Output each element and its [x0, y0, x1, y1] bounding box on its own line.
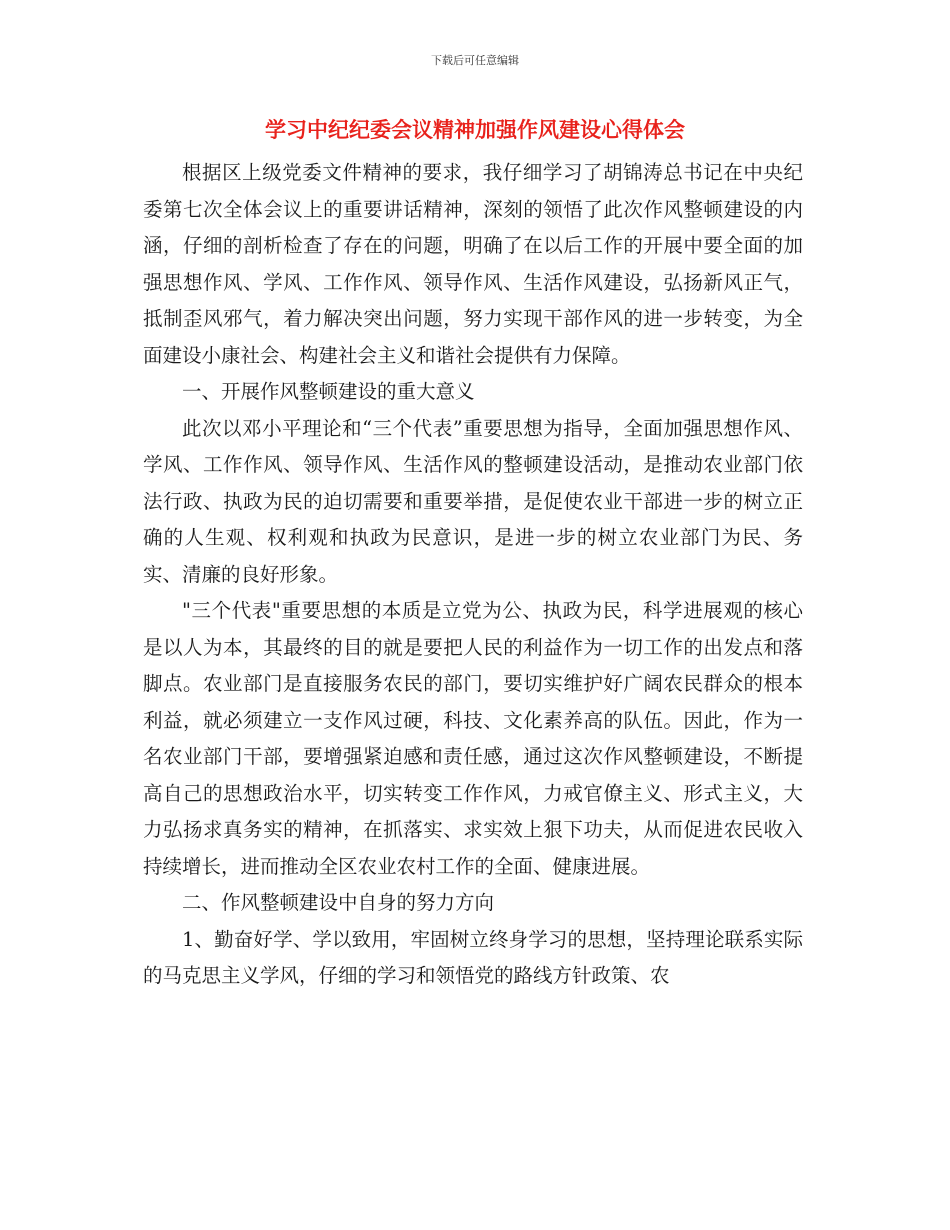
paragraph-three-represents: "三个代表"重要思想的本质是立党为公、执政为民，科学进展观的核心是以人为本，其最终的目的就是要把人民的利益作为一切工作的出发点和落脚点。农业部门是直接服务农民的部门，要切实维护好广阔农民群众的根本利益，就必须建立一支作风过硬，科技、文化素养高的队伍。因此，作为一名农业部门干部，要增强紧迫感和责任感，通过这次作风整顿建设，不断提高自己的思想政治水平，切实转变工作作风，力戒官僚主义、形式主义，大力弘扬求真务实的精神，在抓落实、求实效上狠下功夫，从而促进农民收入持续增长，进而推动全区农业农村工作的全面、健康进展。	[143, 599, 803, 878]
document-title: 学习中纪纪委会议精神加强作风建设心得体会	[265, 118, 685, 142]
document-body	[143, 155, 803, 995]
paragraph-significance: 此次以邓小平理论和“三个代表”重要思想为指导，全面加强思想作风、学风、工作作风、领导作风、生活作风的整顿建设活动，是推动农业部门依法行政、执政为民的迫切需要和重要举措，是促使农业干部进一步的树立正确的人生观、权利观和执政为民意识，是进一步的树立农业部门为民、务实、清廉的良好形象。	[143, 416, 803, 586]
section-heading-1: 一、开展作风整顿建设的重大意义	[182, 380, 475, 403]
header-note: 下载后可任意编辑	[431, 54, 519, 67]
paragraph-intro: 根据区上级党委文件精神的要求，我仔细学习了胡锦涛总书记在中央纪委第七次全体会议上的重要讲话精神，深刻的领悟了此次作风整顿建设的内涵，仔细的剖析检查了存在的问题，明确了在以后工作的开展中要全面的加强思想作风、学风、工作作风、领导作风、生活作风建设，弘扬新风正气，抵制歪风邪气，着力解决突出问题，努力实现干部作风的进一步转变，为全面建设小康社会、构建社会主义和谐社会提供有力保障。	[143, 161, 803, 367]
paragraph-point-1: 1、勤奋好学、学以致用，牢固树立终身学习的思想，坚持理论联系实际的马克思主义学风，仔细的学习和领悟党的路线方针政策、农	[143, 927, 803, 987]
section-heading-2: 二、作风整顿建设中自身的努力方向	[182, 891, 495, 914]
